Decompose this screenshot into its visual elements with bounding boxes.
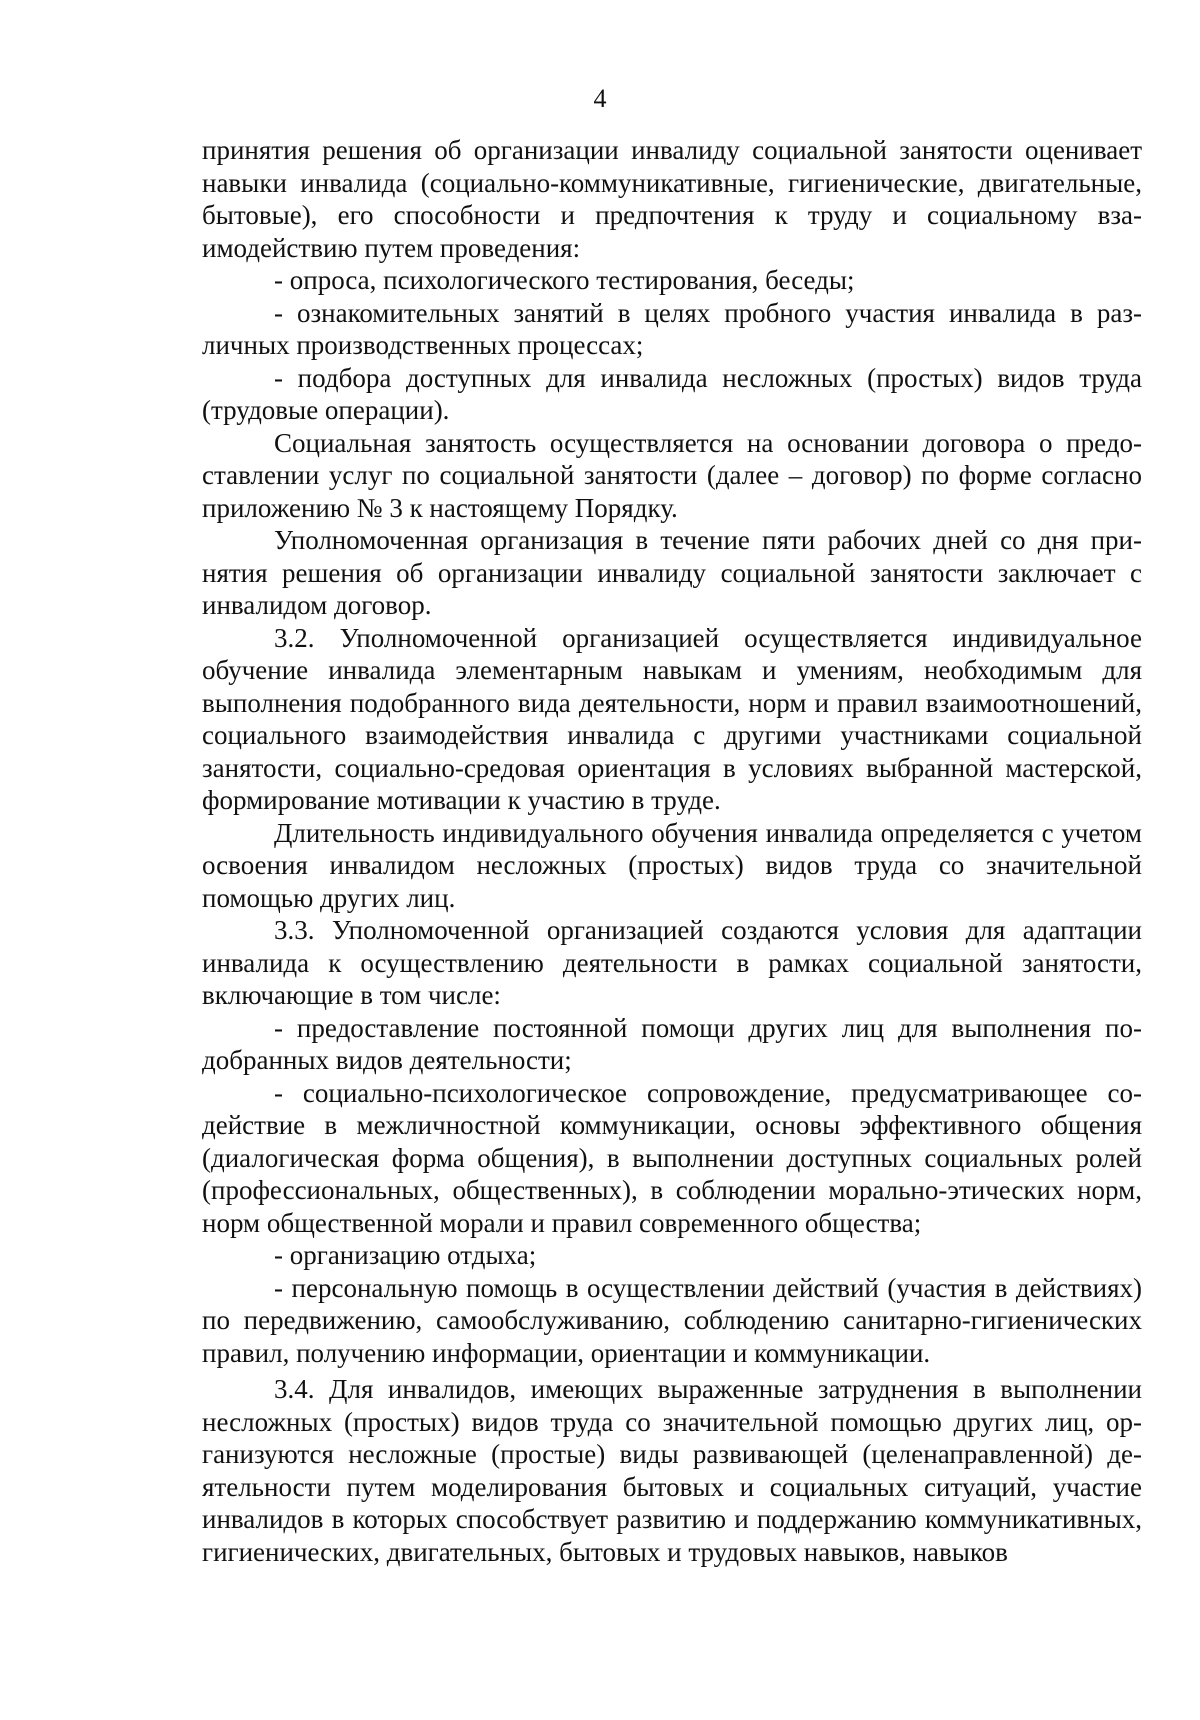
paragraph-6: Уполномоченная организация в течение пяти рабочих дней со дня принятия решения об организации инвалиду социальной занятости заключает с инвалидом договор. <box>202 525 1142 620</box>
paragraph-3: - ознакомительных занятий в целях пробного участия инвалида в различных производственных процессах; <box>202 297 1142 360</box>
paragraph-1: принятия решения об организации инвалиду социальной занятости оценивает навыки инвалида (социально-коммуникативные, гигиенические, двигательные, бытовые), его способности и предпочтения к труду и социальному взаимодействию путем проведения: <box>202 135 1142 263</box>
paragraph-8: Длительность индивидуального обучения инвалида определяется с учетом освоения инвалидом несложных (простых) видов труда со значительной помощью других лиц. <box>202 817 1142 913</box>
paragraph-4: - подбора доступных для инвалида несложных (простых) видов труда (трудовые операции). <box>202 362 1142 425</box>
document-body <box>202 134 1142 1568</box>
paragraph-14: 3.4. Для инвалидов, имеющих выраженные затруднения в выполнении несложных (простых) видов труда со значительной помощью других лиц, организуются несложные (простые) виды развивающей (целенаправленной) деятельности путем моделирования бытовых и социальных ситуаций, участие инвалидов в которых способствует развитию и поддержанию коммуникативных, гигиенических, двигательных, бытовых и трудовых навыков, навыков <box>202 1374 1142 1567</box>
paragraph-2: - опроса, психологического тестирования, беседы; <box>274 265 855 295</box>
paragraph-5: Социальная занятость осуществляется на основании договора о предоставлении услуг по социальной занятости (далее – договор) по форме согласно приложению № 3 к настоящему Порядку. <box>202 427 1142 523</box>
paragraph-11: - социально-психологическое сопровождение, предусматривающее содействие в межличностной коммуникации, основы эффективного общения (диалогическая форма общения), в выполнении доступных социальных ролей (профессиональных, общественных), в соблюдении морально-этических норм, норм общественной морали и правил современного общества; <box>202 1077 1142 1238</box>
paragraph-10: - предоставление постоянной помощи других лиц для выполнения подобранных видов деятельности; <box>202 1012 1142 1075</box>
paragraph-9: 3.3. Уполномоченной организацией создаются условия для адаптации инвалида к осуществлению деятельности в рамках социальной занятости, включающие в том числе: <box>202 915 1142 1010</box>
paragraph-12: - организацию отдыха; <box>274 1240 537 1270</box>
paragraph-7: 3.2. Уполномоченной организацией осуществляется индивидуальное обучение инвалида элементарным навыкам и умениям, необходимым для выполнения подобранного вида деятельности, норм и правил взаимоотношений, социального взаимодействия инвалида с другими участниками социальной занятости, социально-средовая ориентация в условиях выбранной мастерской, формирование мотивации к участию в труде. <box>202 622 1142 815</box>
paragraph-13: - персональную помощь в осуществлении действий (участия в действиях) по передвижению, самообслуживанию, соблюдению санитарно-гигиенических правил, получению информации, ориентации и коммуникации. <box>202 1272 1142 1368</box>
page-number: 4 <box>593 84 607 113</box>
